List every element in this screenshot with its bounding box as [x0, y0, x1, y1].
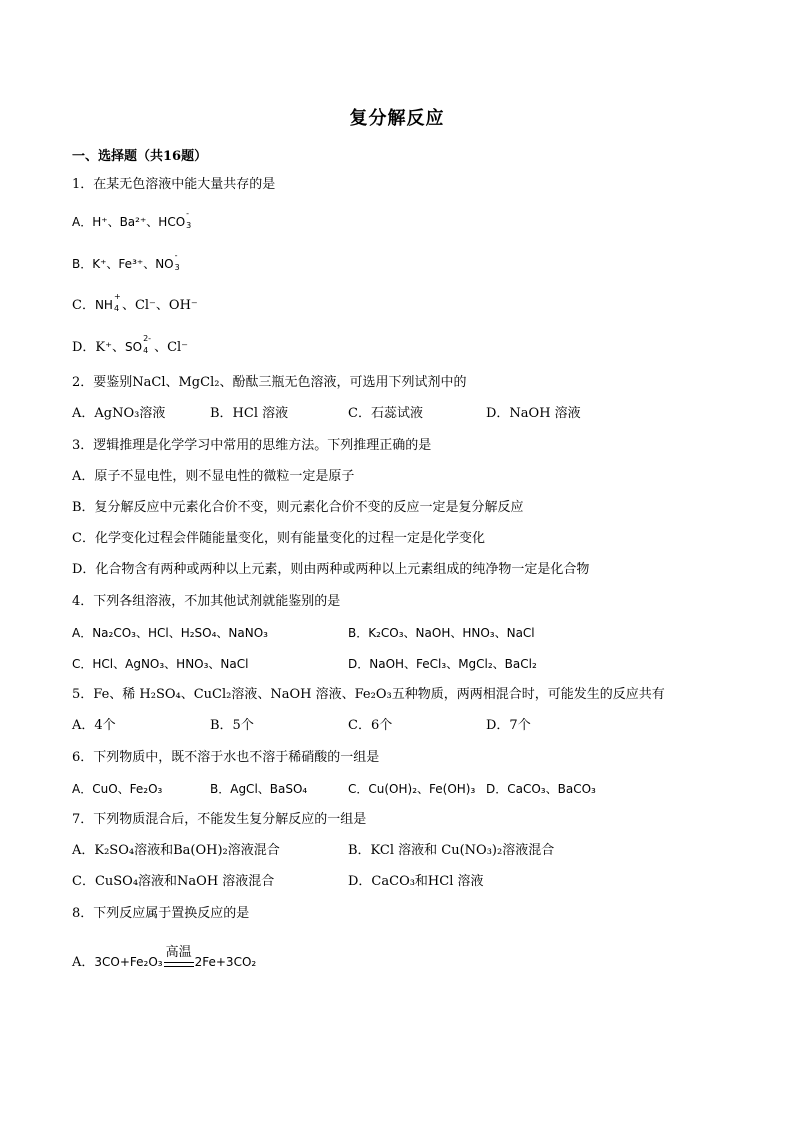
equation-reactants: 3CO+Fe₂O₃	[94, 955, 163, 969]
question-5-option-a: A．4个	[72, 718, 116, 733]
question-1-stem: 1．在某无色溶液中能大量共存的是	[72, 177, 276, 192]
section-heading: 一、选择题（共16题）	[72, 149, 208, 164]
question-2-option-a: A．AgNO₃溶液	[72, 406, 166, 421]
question-5-option-d: D．7个	[486, 718, 531, 733]
question-3-option-c: C．化学变化过程会伴随能量变化，则有能量变化的过程一定是化学变化	[72, 531, 485, 546]
question-4-option-b: B．K₂CO₃、NaOH、HNO₃、NaCl	[348, 626, 535, 640]
question-1-option-a: A．H⁺、Ba²⁺、HCO - 3	[72, 209, 192, 230]
question-2-stem: 2．要鉴别NaCl、MgCl₂、酚酞三瓶无色溶液，可选用下列试剂中的	[72, 375, 467, 390]
question-8-stem: 8．下列反应属于置换反应的是	[72, 906, 250, 921]
question-7-option-c: C．CuSO₄溶液和NaOH 溶液混合	[72, 874, 275, 889]
question-1-option-c: C．NH + 4 、Cl⁻、OH⁻	[72, 292, 198, 313]
question-6-option-a: A．CuO、Fe₂O₃	[72, 782, 163, 796]
question-6-option-c: C．Cu(OH)₂、Fe(OH)₃	[348, 782, 476, 796]
question-3-option-d: D．化合物含有两种或两种以上元素，则由两种或两种以上元素组成的纯净物一定是化合物	[72, 562, 590, 577]
question-3-option-a: A．原子不显电性，则不显电性的微粒一定是原子	[72, 469, 355, 484]
question-5-stem: 5．Fe、稀 H₂SO₄、CuCl₂溶液、NaOH 溶液、Fe₂O₃五种物质，两两相混合时，可能发生的反应共有	[72, 687, 665, 702]
question-5-option-b: B．5个	[210, 718, 254, 733]
question-1-option-d: D．K⁺、SO 2- 4 、Cl⁻	[72, 334, 189, 355]
question-5-option-c: C．6个	[348, 718, 393, 733]
question-7-option-d: D．CaCO₃和HCl 溶液	[348, 874, 484, 889]
question-6-option-d: D．CaCO₃、BaCO₃	[486, 782, 596, 796]
question-2-option-c: C．石蕊试液	[348, 406, 423, 421]
question-3-option-b: B．复分解反应中元素化合价不变，则元素化合价不变的反应一定是复分解反应	[72, 500, 524, 515]
page-title: 复分解反应	[349, 108, 445, 129]
question-7-stem: 7．下列物质混合后，不能发生复分解反应的一组是	[72, 812, 367, 827]
question-1-option-b: B．K⁺、Fe³⁺、NO - 3	[72, 251, 180, 272]
question-6-stem: 6．下列物质中，既不溶于水也不溶于稀硝酸的一组是	[72, 750, 380, 765]
question-2-option-b: B．HCl 溶液	[210, 406, 289, 421]
question-7-option-b: B．KCl 溶液和 Cu(NO₃)₂溶液混合	[348, 843, 555, 858]
reaction-condition: 高温	[164, 950, 194, 972]
question-2-option-d: D．NaOH 溶液	[486, 406, 581, 421]
question-6-option-b: B．AgCl、BaSO₄	[210, 782, 308, 796]
equation-products: 2Fe+3CO₂	[194, 955, 257, 969]
question-4-option-d: D．NaOH、FeCl₃、MgCl₂、BaCl₂	[348, 657, 537, 671]
equals-sign	[164, 962, 194, 967]
question-3-stem: 3．逻辑推理是化学学习中常用的思维方法。下列推理正确的是	[72, 438, 432, 453]
question-4-stem: 4．下列各组溶液，不加其他试剂就能鉴别的是	[72, 594, 341, 609]
question-8-option-a: A．3CO+Fe₂O₃ 高温 2Fe+3CO₂	[72, 945, 257, 970]
question-7-option-a: A．K₂SO₄溶液和Ba(OH)₂溶液混合	[72, 843, 280, 858]
question-4-option-c: C．HCl、AgNO₃、HNO₃、NaCl	[72, 657, 249, 671]
question-4-option-a: A．Na₂CO₃、HCl、H₂SO₄、NaNO₃	[72, 626, 268, 640]
